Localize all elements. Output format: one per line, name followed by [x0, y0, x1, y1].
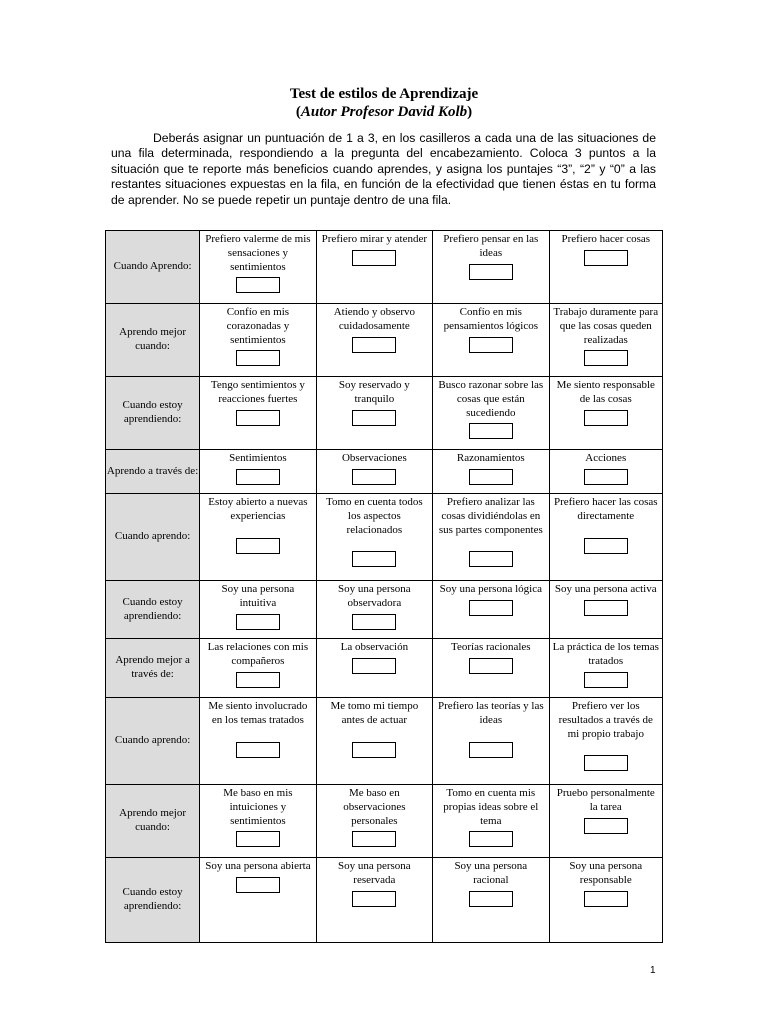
- score-box[interactable]: [469, 658, 513, 674]
- row-question: Cuando estoy aprendiendo:: [106, 858, 200, 943]
- option-cell: [200, 785, 316, 858]
- option-cell: [549, 304, 662, 377]
- option-cell-content: [200, 698, 315, 784]
- table-row: [106, 858, 663, 943]
- option-cell-content: [317, 785, 432, 857]
- option-text: Soy una persona activa: [554, 583, 657, 595]
- option-text: Atiendo y observo cuidadosamente: [333, 306, 415, 332]
- option-cell: [200, 494, 316, 581]
- score-box[interactable]: [352, 614, 396, 630]
- option-cell: [433, 377, 549, 450]
- option-text: Tomo en cuenta todos los aspectos relacionados: [326, 496, 423, 536]
- table-row: [106, 377, 663, 450]
- score-box[interactable]: [352, 410, 396, 426]
- option-cell: [200, 304, 316, 377]
- option-cell-content: [317, 581, 432, 638]
- option-cell: [200, 698, 316, 785]
- option-cell: [549, 494, 662, 581]
- option-cell-content: [433, 231, 548, 303]
- score-box[interactable]: [352, 891, 396, 907]
- row-question: Cuando Aprendo:: [106, 231, 200, 304]
- document-subtitle: [0, 103, 768, 121]
- row-question: Aprendo mejor cuando:: [106, 304, 200, 377]
- option-cell-content: [200, 639, 315, 697]
- instructions-paragraph: Deberás asignar un puntuación de 1 a 3, en los casilleros a cada una de las situaciones de una fila determinada, respondiendo a la pregunta del encabezamiento. Coloca 3 puntos a la situación que te reporte más beneficios cuando aprendes, y asigna los puntajes “3”, “2” y “0” a las restantes situaciones expuestas en la fila, en función de la efectividad que tienen éstas en tu forma de aprender. No se puede repetir un puntaje dentro de una fila.: [111, 131, 656, 207]
- score-box[interactable]: [584, 818, 628, 834]
- table-row: [106, 639, 663, 698]
- option-cell-content: [200, 377, 315, 449]
- option-text: Tengo sentimientos y reacciones fuertes: [210, 379, 305, 405]
- option-cell-content: [433, 494, 548, 580]
- option-cell-content: [433, 858, 548, 942]
- score-box[interactable]: [584, 891, 628, 907]
- subtitle-paren-close: ): [467, 104, 473, 120]
- score-box[interactable]: [584, 250, 628, 266]
- option-cell: [549, 377, 662, 450]
- option-text: Tomo en cuenta mis propias ideas sobre el tema: [443, 787, 539, 827]
- score-box[interactable]: [352, 831, 396, 847]
- option-cell-content: [200, 494, 315, 580]
- option-text: Me baso en mis intuiciones y sentimientos: [223, 787, 293, 827]
- option-cell: [200, 377, 316, 450]
- option-text: Prefiero valerme de mis sensaciones y sentimientos: [205, 233, 311, 273]
- score-box[interactable]: [236, 831, 280, 847]
- score-box[interactable]: [584, 672, 628, 688]
- option-cell: [316, 377, 432, 450]
- option-text: La práctica de los temas tratados: [552, 641, 659, 667]
- score-box[interactable]: [236, 469, 280, 485]
- option-cell-content: [550, 231, 662, 303]
- score-box[interactable]: [469, 423, 513, 439]
- option-cell: [549, 785, 662, 858]
- score-box[interactable]: [236, 877, 280, 893]
- option-cell: [433, 494, 549, 581]
- option-text: La observación: [340, 641, 409, 653]
- option-text: Las relaciones con mis compañeros: [207, 641, 309, 667]
- option-cell-content: [433, 581, 548, 638]
- option-cell-content: [317, 858, 432, 942]
- option-cell-content: [433, 698, 548, 784]
- option-text: Confío en mis corazonadas y sentimientos: [226, 306, 290, 346]
- score-box[interactable]: [352, 337, 396, 353]
- option-text: Prefiero mirar y atender: [321, 233, 428, 245]
- option-text: Prefiero hacer las cosas directamente: [553, 496, 658, 522]
- option-cell: [200, 581, 316, 639]
- option-cell: [316, 450, 432, 494]
- option-cell: [549, 581, 662, 639]
- option-cell: [433, 698, 549, 785]
- option-cell-content: [433, 639, 548, 697]
- option-cell: [200, 858, 316, 943]
- option-cell: [549, 858, 662, 943]
- option-cell-content: [317, 377, 432, 449]
- table-row: [106, 450, 663, 494]
- score-box[interactable]: [584, 410, 628, 426]
- option-cell-content: [200, 858, 315, 942]
- option-text: Razonamientos: [456, 452, 525, 464]
- option-cell-content: [550, 304, 662, 376]
- option-text: Estoy abierto a nuevas experiencias: [208, 496, 308, 522]
- option-text: Trabajo duramente para que las cosas queden realizadas: [553, 306, 659, 346]
- score-box[interactable]: [584, 350, 628, 366]
- score-box[interactable]: [236, 742, 280, 758]
- subtitle-paren-open: (: [295, 104, 301, 120]
- option-cell: [316, 698, 432, 785]
- score-box[interactable]: [352, 551, 396, 567]
- score-box[interactable]: [236, 410, 280, 426]
- option-text: Prefiero pensar en las ideas: [443, 233, 539, 259]
- option-cell: [200, 639, 316, 698]
- score-box[interactable]: [469, 469, 513, 485]
- option-cell: [433, 581, 549, 639]
- row-question: Aprendo mejor cuando:: [106, 785, 200, 858]
- score-box[interactable]: [352, 469, 396, 485]
- table-row: [106, 231, 663, 304]
- score-box[interactable]: [236, 350, 280, 366]
- option-text: Confío en mis pensamientos lógicos: [443, 306, 538, 332]
- option-text: Prefiero las teorías y las ideas: [437, 700, 544, 726]
- option-cell-content: [550, 377, 662, 449]
- option-cell-content: [317, 450, 432, 493]
- option-text: Me tomo mi tiempo antes de actuar: [330, 700, 419, 726]
- option-text: Teorías racionales: [451, 641, 531, 653]
- option-cell: [549, 231, 662, 304]
- option-text: Soy una persona observadora: [337, 583, 411, 609]
- option-text: Soy una persona intuitiva: [221, 583, 295, 609]
- row-question: Cuando estoy aprendiendo:: [106, 581, 200, 639]
- score-box[interactable]: [584, 538, 628, 554]
- option-cell-content: [550, 450, 662, 493]
- score-box[interactable]: [236, 538, 280, 554]
- table-row: [106, 581, 663, 639]
- option-text: Prefiero analizar las cosas dividiéndolas en sus partes componentes: [438, 496, 543, 536]
- score-box[interactable]: [469, 891, 513, 907]
- option-cell-content: [200, 581, 315, 638]
- table-row: [106, 698, 663, 785]
- option-text: Me siento responsable de las cosas: [556, 379, 655, 405]
- score-box[interactable]: [236, 672, 280, 688]
- option-cell: [433, 858, 549, 943]
- table-row: [106, 304, 663, 377]
- option-cell-content: [550, 698, 662, 784]
- document-title-block: [0, 85, 768, 121]
- option-cell-content: [200, 450, 315, 493]
- option-text: Acciones: [585, 452, 627, 464]
- option-cell: [549, 698, 662, 785]
- option-text: Pruebo personalmente la tarea: [556, 787, 655, 813]
- option-cell-content: [317, 494, 432, 580]
- option-cell: [549, 639, 662, 698]
- score-box[interactable]: [352, 250, 396, 266]
- score-box[interactable]: [584, 755, 628, 771]
- subtitle-author: Autor Profesor David Kolb: [300, 104, 468, 120]
- option-text: Me siento involucrado en los temas tratados: [208, 700, 308, 726]
- score-box[interactable]: [352, 658, 396, 674]
- option-cell-content: [200, 231, 315, 303]
- row-question: Cuando estoy aprendiendo:: [106, 377, 200, 450]
- option-text: Soy una persona racional: [454, 860, 528, 886]
- option-cell: [316, 494, 432, 581]
- option-text: Soy reservado y tranquilo: [338, 379, 410, 405]
- option-text: Soy una persona responsable: [569, 860, 643, 886]
- option-cell-content: [550, 581, 662, 638]
- score-box[interactable]: [236, 614, 280, 630]
- option-cell: [549, 450, 662, 494]
- option-cell: [316, 581, 432, 639]
- row-question: Aprendo mejor a través de:: [106, 639, 200, 698]
- option-text: Busco razonar sobre las cosas que están sucediendo: [438, 379, 544, 419]
- score-box[interactable]: [469, 831, 513, 847]
- score-box[interactable]: [469, 337, 513, 353]
- option-cell-content: [550, 639, 662, 697]
- option-text: Prefiero ver los resultados a través de mi propio trabajo: [558, 700, 653, 740]
- option-cell-content: [433, 785, 548, 857]
- option-cell-content: [550, 858, 662, 942]
- option-cell-content: [550, 494, 662, 580]
- score-box[interactable]: [236, 277, 280, 293]
- score-box[interactable]: [469, 742, 513, 758]
- option-cell: [316, 231, 432, 304]
- option-cell: [433, 450, 549, 494]
- row-question: Aprendo a través de:: [106, 450, 200, 494]
- option-cell-content: [317, 231, 432, 303]
- row-question: Cuando aprendo:: [106, 698, 200, 785]
- option-cell-content: [433, 450, 548, 493]
- option-text: Me baso en observaciones personales: [343, 787, 406, 827]
- option-text: Soy una persona abierta: [205, 860, 311, 872]
- option-cell-content: [317, 639, 432, 697]
- option-text: Sentimientos: [229, 452, 287, 464]
- option-cell: [316, 639, 432, 698]
- option-cell-content: [200, 785, 315, 857]
- option-cell-content: [317, 698, 432, 784]
- option-cell: [433, 231, 549, 304]
- option-cell: [316, 304, 432, 377]
- score-box[interactable]: [469, 551, 513, 567]
- option-text: Soy una persona lógica: [439, 583, 542, 595]
- option-cell-content: [433, 377, 548, 449]
- score-box[interactable]: [584, 469, 628, 485]
- score-box[interactable]: [469, 600, 513, 616]
- score-box[interactable]: [584, 600, 628, 616]
- option-cell-content: [200, 304, 315, 376]
- option-cell: [433, 785, 549, 858]
- option-cell: [316, 858, 432, 943]
- option-cell: [200, 450, 316, 494]
- option-text: Prefiero hacer cosas: [561, 233, 651, 245]
- learning-styles-table: [105, 230, 663, 943]
- table-row: [106, 494, 663, 581]
- option-cell: [433, 304, 549, 377]
- option-text: Observaciones: [341, 452, 407, 464]
- option-cell-content: [550, 785, 662, 857]
- option-cell-content: [433, 304, 548, 376]
- row-question: Cuando aprendo:: [106, 494, 200, 581]
- document-title: Test de estilos de Aprendizaje: [289, 86, 479, 102]
- score-box[interactable]: [469, 264, 513, 280]
- option-text: Soy una persona reservada: [337, 860, 411, 886]
- option-cell-content: [317, 304, 432, 376]
- option-cell: [316, 785, 432, 858]
- table-row: [106, 785, 663, 858]
- page-number: 1: [650, 965, 656, 976]
- option-cell: [433, 639, 549, 698]
- option-cell: [200, 231, 316, 304]
- score-box[interactable]: [352, 742, 396, 758]
